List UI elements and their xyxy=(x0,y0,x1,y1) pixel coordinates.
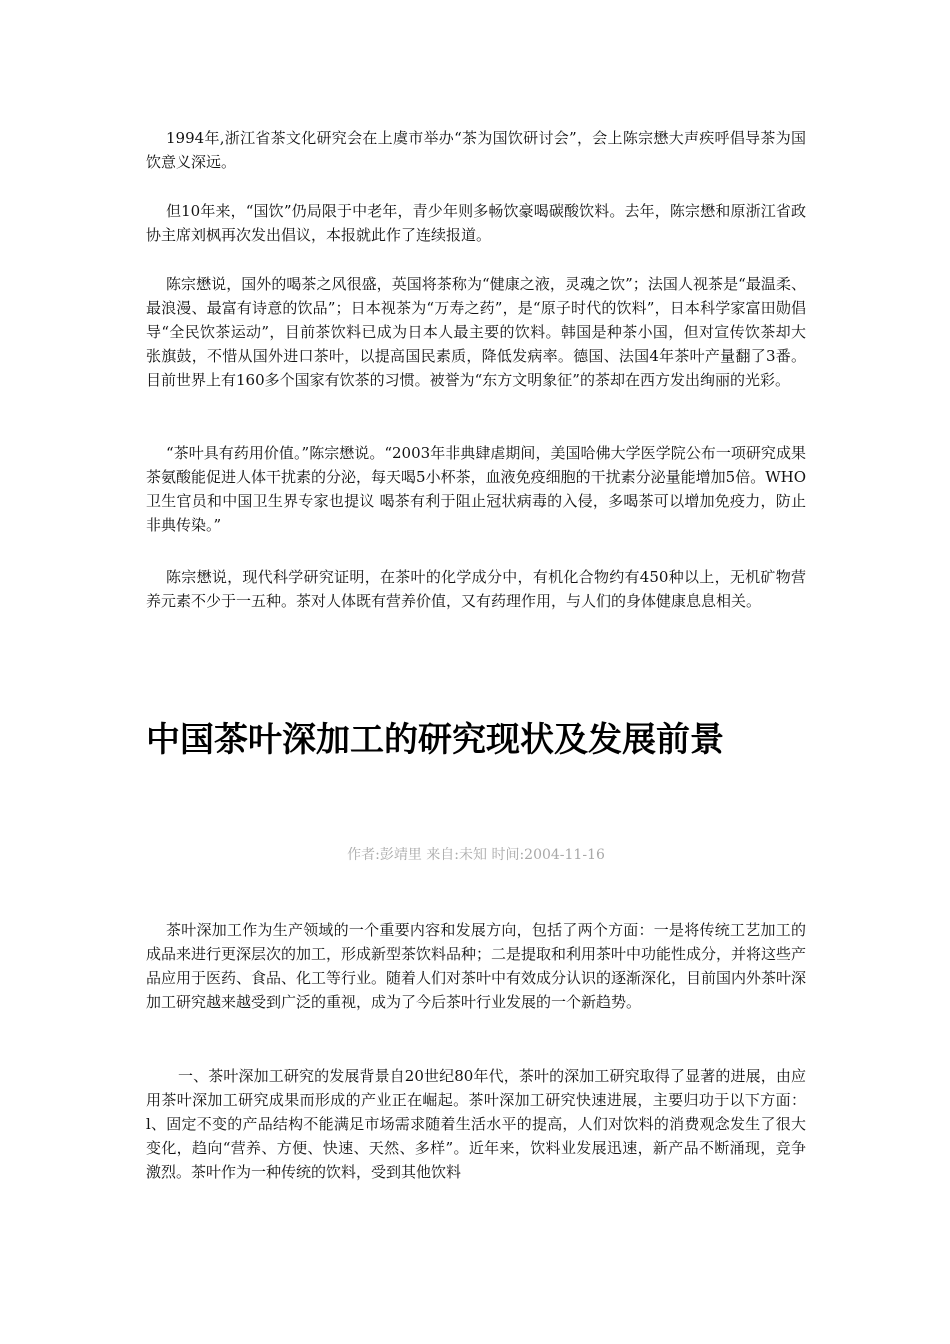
paragraph-development-background: 一、茶叶深加工研究的发展背景自20世纪80年代，茶叶的深加工研究取得了显著的进展，由应用茶叶深加工研究成果而形成的产业正在崛起。茶叶深加工研究快速进展，主要归功于以下方面：l、固定不变的产品结构不能满足市场需求随着生活水平的提高，人们对饮料的消费观念发生了很大变化，趋向“营养、方便、快速、天然、多样”。近年来，饮料业发展迅速，新产品不断涌现，竞争激烈。茶叶作为一种传统的饮料，受到其他饮料 xyxy=(146,1067,806,1181)
paragraph-chemical-composition: 陈宗懋说，现代科学研究证明，在茶叶的化学成分中，有机化合物约有450种以上，无机矿物营养元素不少于一五种。茶对人体既有营养价值，又有药理作用，与人们的身体健康息息相关。 xyxy=(146,568,806,610)
article-byline: 作者:彭靖里 来自:未知 时间:2004-11-16 xyxy=(347,847,605,863)
article-title: 中国茶叶深加工的研究现状及发展前景 xyxy=(146,720,724,760)
paragraph-foreign-tea-culture: 陈宗懋说，国外的喝茶之风很盛，英国将茶称为“健康之液，灵魂之饮”；法国人视茶是“最温柔、最浪漫、最富有诗意的饮品”；日本视茶为“万寿之药”，是“原子时代的饮料”，日本科学家富田勋倡导“全民饮茶运动”，目前茶饮料已成为日本人最主要的饮料。韩国是种茶小国，但对宣传饮茶却大张旗鼓，不惜从国外进口茶叶，以提高国民素质，降低发病率。德国、法国4年茶叶产量翻了3番。目前世界上有160多个国家有饮茶的习惯。被誉为“东方文明象征”的茶却在西方发出绚丽的光彩。 xyxy=(146,275,806,389)
paragraph-tea-culture-seminar: 1994年,浙江省茶文化研究会在上虞市举办“茶为国饮研讨会”，会上陈宗懋大声疾呼倡导茶为国饮意义深远。 xyxy=(146,129,806,171)
paragraph-medicinal-value: “茶叶具有药用价值。”陈宗懋说。“2003年非典肆虐期间，美国哈佛大学医学院公布一项研究成果 茶氨酸能促进人体干扰素的分泌，每天喝5小杯茶，血液免疫细胞的干扰素分泌量能增加5倍。WHO卫生官员和中国卫生界专家也提议 喝茶有利于阻止冠状病毒的入侵，多喝茶可以增加免疫力，防止非典传染。” xyxy=(146,444,806,534)
paragraph-deep-processing-intro: 茶叶深加工作为生产领域的一个重要内容和发展方向，包括了两个方面：一是将传统工艺加工的成品来进行更深层次的加工，形成新型茶饮料品种；二是提取和利用茶叶中功能性成分，并将这些产品应用于医药、食品、化工等行业。随着人们对茶叶中有效成分认识的逐渐深化，目前国内外茶叶深加工研究越来越受到广泛的重视，成为了今后茶叶行业发展的一个新趋势。 xyxy=(146,921,807,1011)
paragraph-national-drink-followup: 但10年来，“国饮”仍局限于中老年，青少年则多畅饮豪喝碳酸饮料。去年，陈宗懋和原浙江省政协主席刘枫再次发出倡议，本报就此作了连续报道。 xyxy=(146,202,806,244)
